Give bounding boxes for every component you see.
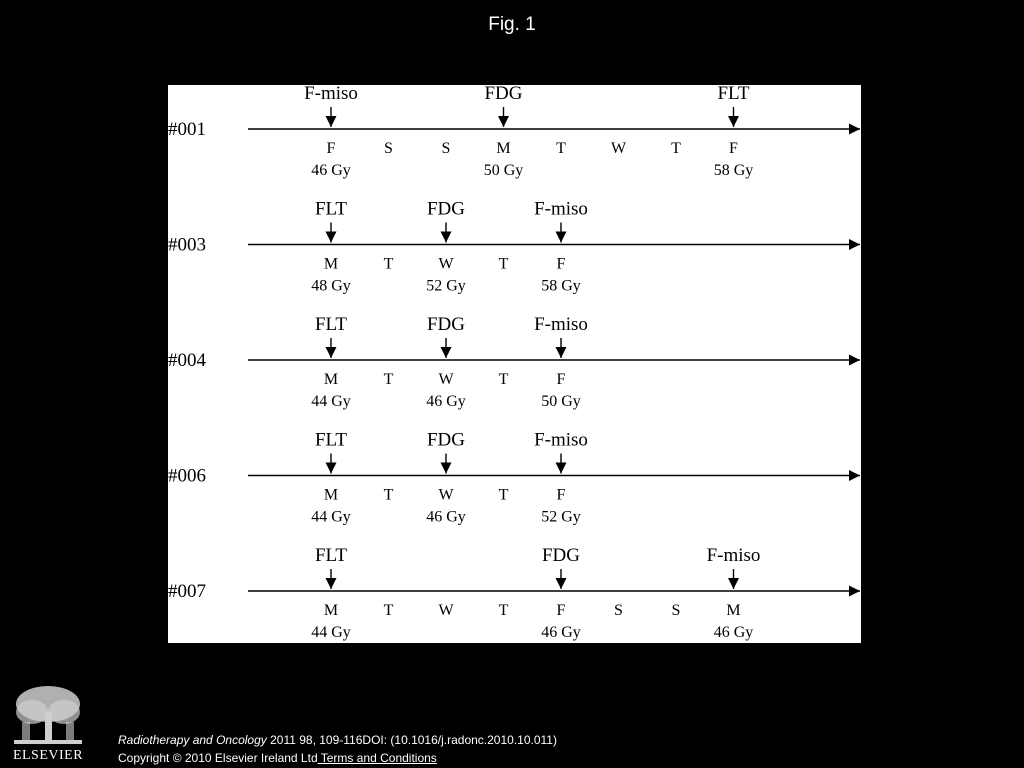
weekday-label: M — [496, 140, 511, 157]
dose-label: 44 Gy — [311, 508, 351, 526]
tracer-label: F-miso — [534, 314, 588, 335]
tracer-label: FLT — [314, 198, 348, 220]
tracer-label: FDG — [484, 85, 523, 104]
weekday-label: T — [498, 371, 509, 388]
weekday-label: W — [438, 371, 454, 388]
patient-label: #003 — [168, 234, 206, 256]
patient-label: #006 — [168, 465, 206, 487]
weekday-label: M — [323, 486, 339, 504]
weekday-label: S — [441, 140, 451, 157]
copyright-text: Copyright © 2010 Elsevier Ireland Ltd — [118, 751, 318, 765]
tracer-label: FLT — [314, 545, 348, 566]
citation-details: 2011 98, 109-116DOI: (10.1016/j.radonc.2010.10.011) — [266, 733, 557, 747]
dose-label: 52 Gy — [541, 508, 581, 526]
dose-label: 58 Gy — [713, 162, 754, 179]
dose-label: 46 Gy — [311, 162, 351, 179]
weekday-label: T — [383, 371, 394, 388]
weekday-label: T — [498, 255, 509, 273]
weekday-label: F — [556, 255, 566, 273]
tracer-label: F-miso — [534, 198, 588, 220]
timeline-figure — [168, 85, 861, 643]
timeline-diagram — [168, 85, 861, 643]
weekday-label: M — [323, 602, 339, 619]
tracer-label: FDG — [426, 198, 466, 220]
dose-label: 52 Gy — [426, 277, 466, 295]
weekday-label: W — [438, 486, 454, 504]
tracer-label: FLT — [314, 429, 348, 451]
weekday-label: T — [498, 486, 509, 504]
tracer-label: F-miso — [706, 545, 761, 566]
weekday-label: M — [323, 255, 339, 273]
tracer-label: FDG — [426, 429, 466, 451]
patient-label: #004 — [168, 350, 206, 371]
weekday-label: M — [323, 371, 339, 388]
weekday-label: T — [671, 140, 681, 157]
dose-label: 58 Gy — [541, 277, 581, 295]
patient-label: #001 — [168, 119, 206, 140]
weekday-label: S — [671, 602, 681, 619]
weekday-label: T — [383, 255, 394, 273]
dose-label: 46 Gy — [426, 508, 466, 526]
dose-label: 50 Gy — [541, 393, 581, 410]
weekday-label: S — [384, 140, 393, 157]
slide-title: Fig. 1 — [488, 14, 536, 35]
patient-label: #007 — [168, 581, 206, 602]
tree-icon — [8, 682, 88, 748]
dose-label: 44 Gy — [311, 624, 351, 641]
tracer-label: FDG — [426, 314, 466, 335]
terms-link[interactable]: Terms and Conditions — [317, 751, 437, 765]
weekday-label: W — [610, 140, 627, 157]
dose-label: 46 Gy — [426, 393, 466, 410]
weekday-label: T — [383, 602, 394, 619]
dose-label: 48 Gy — [311, 277, 351, 295]
weekday-label: F — [556, 371, 566, 388]
weekday-label: T — [383, 486, 394, 504]
weekday-label: F — [556, 602, 566, 619]
tracer-label: FLT — [717, 85, 750, 104]
dose-label: 46 Gy — [541, 624, 581, 641]
weekday-label: T — [498, 602, 509, 619]
weekday-label: T — [556, 140, 566, 157]
weekday-label: F — [729, 140, 738, 157]
journal-name: Radiotherapy and Oncology — [118, 733, 267, 747]
dose-label: 50 Gy — [483, 162, 524, 179]
weekday-label: W — [438, 255, 454, 273]
weekday-label: M — [726, 602, 741, 619]
weekday-label: W — [438, 602, 454, 619]
tracer-label: F-miso — [534, 429, 588, 451]
weekday-label: F — [326, 140, 336, 157]
tracer-label: FLT — [314, 314, 348, 335]
elsevier-wordmark: ELSEVIER — [12, 748, 84, 763]
weekday-label: F — [556, 486, 566, 504]
footer-citation — [118, 731, 557, 767]
dose-label: 46 Gy — [713, 624, 754, 641]
dose-label: 44 Gy — [311, 393, 351, 410]
weekday-label: S — [614, 602, 623, 619]
tracer-label: F-miso — [304, 85, 358, 104]
tracer-label: FDG — [541, 545, 581, 566]
